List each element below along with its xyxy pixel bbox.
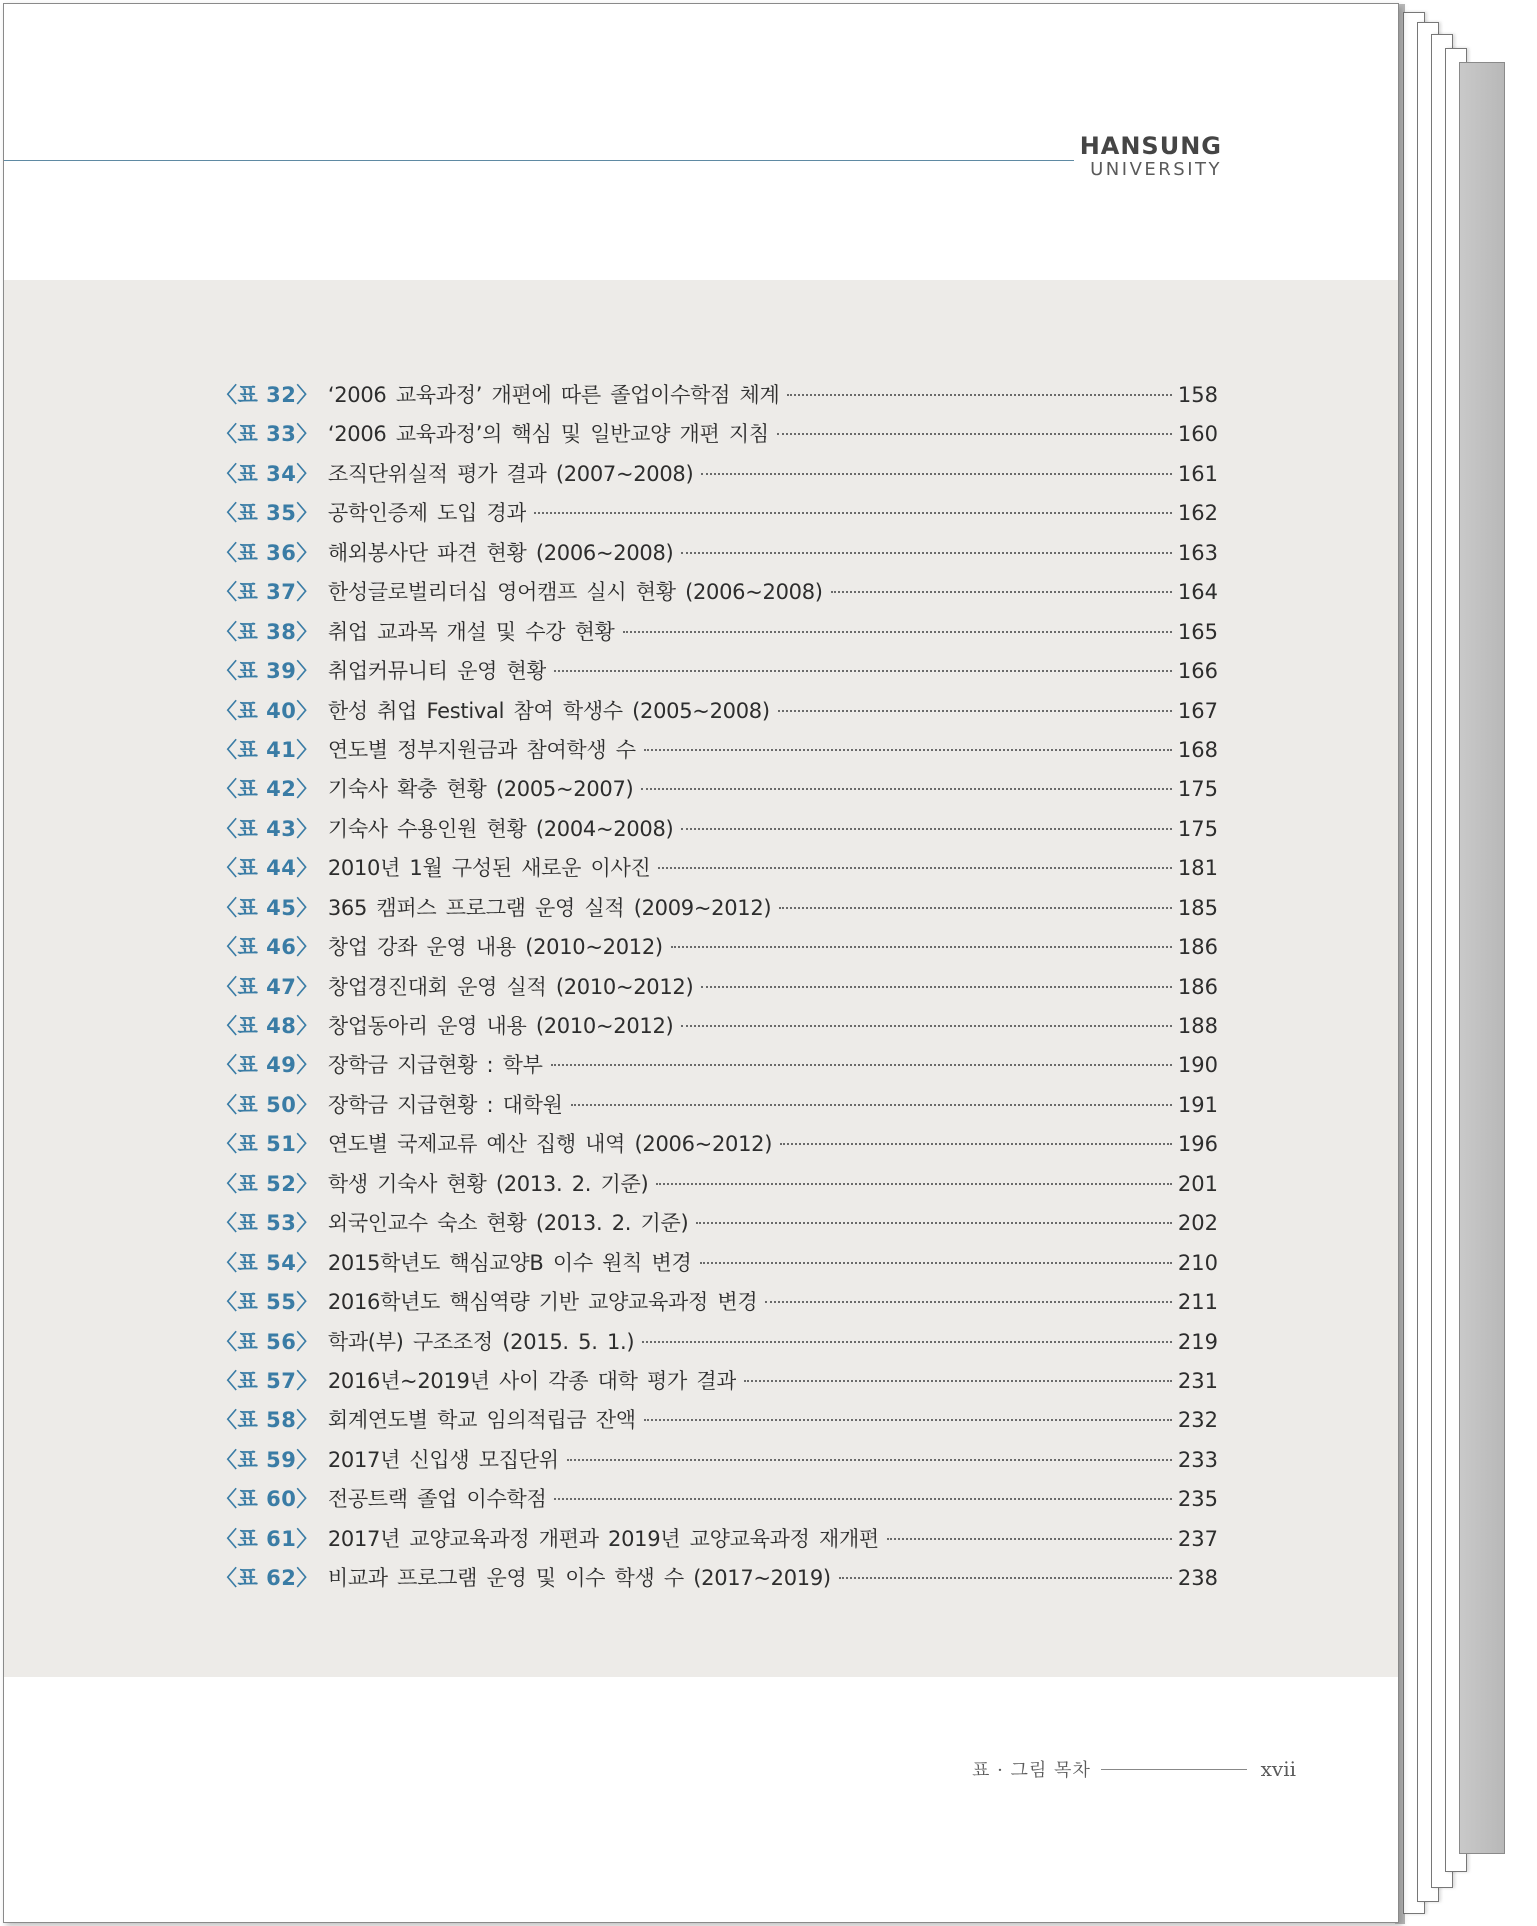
toc-entry[interactable] [216, 379, 1218, 418]
toc-dot-leader [778, 710, 1172, 712]
toc-dot-leader [571, 1104, 1172, 1106]
toc-entry-page: 167 [1177, 698, 1218, 723]
toc-entry[interactable] [216, 1168, 1218, 1207]
toc-entry-label: 〈표 53〉 [216, 1211, 318, 1236]
toc-entry[interactable] [216, 1286, 1218, 1325]
toc-entry-title: 기숙사 수용인원 현황 (2004~2008) [327, 816, 674, 841]
toc-entry-label: 〈표 56〉 [216, 1329, 318, 1354]
toc-entry-title: 2016학년도 핵심역량 기반 교양교육과정 변경 [327, 1290, 758, 1315]
toc-entry-page: 165 [1177, 619, 1218, 644]
toc-entry[interactable] [216, 1483, 1218, 1522]
header-rule [4, 160, 1074, 161]
toc-entry[interactable] [216, 497, 1218, 536]
toc-dot-leader [831, 591, 1172, 593]
toc-entry-label: 〈표 51〉 [216, 1132, 318, 1157]
toc-dot-leader [658, 867, 1171, 869]
toc-entry-label: 〈표 44〉 [216, 856, 318, 881]
toc-dot-leader [534, 512, 1171, 514]
toc-entry[interactable] [216, 1444, 1218, 1483]
toc-entry-page: 181 [1177, 856, 1218, 881]
toc-entry-title: 연도별 정부지원금과 참여학생 수 [327, 737, 636, 762]
toc-entry-title: 기숙사 확충 현황 (2005~2007) [327, 777, 634, 802]
toc-entry-page: 232 [1177, 1408, 1218, 1433]
toc-entry-label: 〈표 43〉 [216, 816, 318, 841]
toc-entry[interactable] [216, 734, 1218, 773]
toc-entry-label: 〈표 39〉 [216, 659, 318, 684]
toc-entry[interactable] [216, 1207, 1218, 1246]
toc-entry-label: 〈표 52〉 [216, 1171, 318, 1196]
toc-entry-title: 2017년 교양교육과정 개편과 2019년 교양교육과정 재개편 [327, 1526, 879, 1551]
toc-entry-title: 학생 기숙사 현황 (2013. 2. 기준) [327, 1171, 649, 1196]
toc-entry-label: 〈표 61〉 [216, 1526, 318, 1551]
toc-entry-title: 장학금 지급현황 : 대학원 [327, 1092, 563, 1117]
toc-entry-page: 175 [1177, 777, 1218, 802]
toc-entry-title: 비교과 프로그램 운영 및 이수 학생 수 (2017~2019) [327, 1566, 831, 1591]
toc-entry-page: 164 [1177, 580, 1218, 605]
toc-dot-leader [701, 473, 1172, 475]
toc-entry-label: 〈표 37〉 [216, 580, 318, 605]
toc-entry-title: 취업 교과목 개설 및 수강 현황 [327, 619, 615, 644]
toc-dot-leader [623, 631, 1172, 633]
toc-entry-page: 163 [1177, 540, 1218, 565]
toc-dot-leader [780, 1143, 1172, 1145]
toc-entry-label: 〈표 49〉 [216, 1053, 318, 1078]
toc-entry[interactable] [216, 695, 1218, 734]
toc-dot-leader [656, 1183, 1171, 1185]
page-footer [972, 1756, 1296, 1782]
toc-entry-title: 학과(부) 구조조정 (2015. 5. 1.) [327, 1329, 635, 1354]
toc-entry[interactable] [216, 1562, 1218, 1601]
toc-dot-leader [701, 986, 1172, 988]
toc-dot-leader [554, 670, 1171, 672]
toc-entry-label: 〈표 36〉 [216, 540, 318, 565]
toc-entry-page: 186 [1177, 974, 1218, 999]
toc-entry-title: 2010년 1월 구성된 새로운 이사진 [327, 856, 651, 881]
toc-dot-leader [681, 552, 1172, 554]
toc-entry[interactable] [216, 1404, 1218, 1443]
toc-entry-title: 한성글로벌리더십 영어캠프 실시 현황 (2006~2008) [327, 580, 823, 605]
toc-entry-title: 해외봉사단 파견 현황 (2006~2008) [327, 540, 674, 565]
toc-entry-label: 〈표 46〉 [216, 935, 318, 960]
toc-entry[interactable] [216, 616, 1218, 655]
toc-entry[interactable] [216, 458, 1218, 497]
toc-entry-page: 168 [1177, 737, 1218, 762]
toc-dot-leader [567, 1459, 1172, 1461]
toc-dot-leader [681, 828, 1172, 830]
toc-entry-title: 2015학년도 핵심교양B 이수 원칙 변경 [327, 1250, 692, 1275]
toc-entry-page: 166 [1177, 659, 1218, 684]
toc-entry-title: 장학금 지급현황 : 학부 [327, 1053, 543, 1078]
toc-entry[interactable] [216, 1049, 1218, 1088]
toc-entry-label: 〈표 32〉 [216, 383, 318, 407]
toc-entry-label: 〈표 48〉 [216, 1014, 318, 1038]
toc-entry-page: 237 [1177, 1526, 1218, 1551]
toc-entry-page: 219 [1177, 1329, 1218, 1354]
toc-entry-title: 전공트랙 졸업 이수학점 [327, 1487, 547, 1512]
toc-entry[interactable] [216, 576, 1218, 615]
toc-entry-label: 〈표 34〉 [216, 461, 318, 486]
toc-entry-label: 〈표 41〉 [216, 737, 318, 762]
toc-entry[interactable] [216, 655, 1218, 694]
toc-entry-label: 〈표 33〉 [216, 422, 318, 447]
toc-entry[interactable] [216, 418, 1218, 457]
toc-entry-page: 160 [1177, 422, 1218, 447]
toc-entry[interactable] [216, 1523, 1218, 1562]
toc-entry-page: 235 [1177, 1487, 1218, 1512]
toc-entry[interactable] [216, 931, 1218, 970]
toc-entry-label: 〈표 57〉 [216, 1368, 318, 1393]
toc-dot-leader [779, 907, 1172, 909]
toc-entry-title: 회계연도별 학교 임의적립금 잔액 [327, 1408, 636, 1433]
brand-line-2: UNIVERSITY [1090, 159, 1222, 180]
toc-entry-page: 186 [1177, 935, 1218, 960]
toc-dot-leader [696, 1222, 1172, 1224]
toc-entry-title: 한성 취업 Festival 참여 학생수 (2005~2008) [327, 698, 770, 723]
toc-entry[interactable] [216, 1247, 1218, 1286]
toc-entry-page: 202 [1177, 1211, 1218, 1236]
toc-entry-label: 〈표 59〉 [216, 1447, 318, 1472]
toc-entry-title: 창업동아리 운영 내용 (2010~2012) [327, 1014, 674, 1038]
toc-entry[interactable] [216, 813, 1218, 852]
toc-entry-title: 창업경진대회 운영 실적 (2010~2012) [327, 974, 694, 999]
toc-entry-label: 〈표 38〉 [216, 619, 318, 644]
toc-entry-label: 〈표 50〉 [216, 1092, 318, 1117]
toc-entry-page: 175 [1177, 816, 1218, 841]
footer-page-number: xvii [1260, 1757, 1296, 1781]
toc-entry[interactable] [216, 1128, 1218, 1167]
toc-dot-leader [700, 1262, 1172, 1264]
book-page-stack [1395, 4, 1525, 1924]
toc-entry-page: 190 [1177, 1053, 1218, 1078]
footer-rule [1101, 1769, 1247, 1770]
toc-dot-leader [765, 1301, 1172, 1303]
toc-entry-page: 196 [1177, 1132, 1218, 1157]
toc-entry-title: 공학인증제 도입 경과 [327, 501, 527, 526]
toc-entry[interactable] [216, 1010, 1218, 1049]
toc-entry-title: 2016년~2019년 사이 각종 대학 평가 결과 [327, 1368, 737, 1393]
toc-dot-leader [681, 1025, 1172, 1027]
toc-dot-leader [554, 1498, 1171, 1500]
toc-entry[interactable] [216, 537, 1218, 576]
toc-dot-leader [551, 1064, 1172, 1066]
toc-entry-title: ‘2006 교육과정’의 핵심 및 일반교양 개편 지침 [327, 422, 769, 447]
toc-entry[interactable] [216, 971, 1218, 1010]
toc-entry-label: 〈표 60〉 [216, 1487, 318, 1512]
toc-dot-leader [641, 788, 1171, 790]
toc-entry-title: 취업커뮤니티 운영 현황 [327, 659, 547, 684]
toc-entry-page: 162 [1177, 501, 1218, 526]
toc-entry-label: 〈표 54〉 [216, 1250, 318, 1275]
toc-dot-leader [671, 946, 1172, 948]
toc-dot-leader [839, 1577, 1172, 1579]
toc-dot-leader [777, 433, 1172, 435]
toc-entry-title: 창업 강좌 운영 내용 (2010~2012) [327, 935, 663, 960]
toc-entry-title: ‘2006 교육과정’ 개편에 따른 졸업이수학점 체계 [327, 383, 780, 407]
toc-entry[interactable] [216, 892, 1218, 931]
toc-entry-title: 연도별 국제교류 예산 집행 내역 (2006~2012) [327, 1132, 773, 1157]
toc-entry-page: 210 [1177, 1250, 1218, 1275]
toc-entry-page: 231 [1177, 1368, 1218, 1393]
university-brand [1080, 134, 1222, 179]
toc-entry[interactable] [216, 1326, 1218, 1365]
toc-entry-page: 201 [1177, 1171, 1218, 1196]
toc-entry-label: 〈표 62〉 [216, 1566, 318, 1591]
toc-dot-leader [787, 394, 1171, 396]
toc-entry-title: 외국인교수 숙소 현황 (2013. 2. 기준) [327, 1211, 689, 1236]
toc-entry-label: 〈표 47〉 [216, 974, 318, 999]
toc-entry-page: 158 [1177, 383, 1218, 407]
footer-section-title: 표 · 그림 목차 [972, 1760, 1091, 1781]
toc-entry[interactable] [216, 1089, 1218, 1128]
toc-entry-label: 〈표 40〉 [216, 698, 318, 723]
brand-line-1: HANSUNG [1079, 132, 1222, 160]
toc-entry[interactable] [216, 773, 1218, 812]
toc-dot-leader [644, 1419, 1172, 1421]
toc-entry-page: 191 [1177, 1092, 1218, 1117]
toc-entry-page: 188 [1177, 1014, 1218, 1038]
toc-entry-label: 〈표 42〉 [216, 777, 318, 802]
toc-dot-leader [887, 1538, 1172, 1540]
toc-entry-page: 161 [1177, 461, 1218, 486]
toc-entry-title: 조직단위실적 평가 결과 (2007~2008) [327, 461, 694, 486]
toc-entry[interactable] [216, 852, 1218, 891]
toc-dot-leader [642, 1341, 1172, 1343]
toc-entry-label: 〈표 55〉 [216, 1290, 318, 1315]
table-of-contents [216, 379, 1218, 1602]
toc-entry-title: 365 캠퍼스 프로그램 운영 실적 (2009~2012) [327, 895, 772, 920]
document-page [3, 3, 1399, 1923]
toc-entry-page: 185 [1177, 895, 1218, 920]
toc-entry-label: 〈표 45〉 [216, 895, 318, 920]
toc-entry-page: 211 [1177, 1290, 1218, 1315]
toc-entry-page: 233 [1177, 1447, 1218, 1472]
toc-entry-label: 〈표 35〉 [216, 501, 318, 526]
toc-dot-leader [644, 749, 1172, 751]
toc-dot-leader [744, 1380, 1172, 1382]
toc-entry-label: 〈표 58〉 [216, 1408, 318, 1433]
toc-entry-page: 238 [1177, 1566, 1218, 1591]
toc-entry[interactable] [216, 1365, 1218, 1404]
toc-entry-title: 2017년 신입생 모집단위 [327, 1447, 559, 1472]
